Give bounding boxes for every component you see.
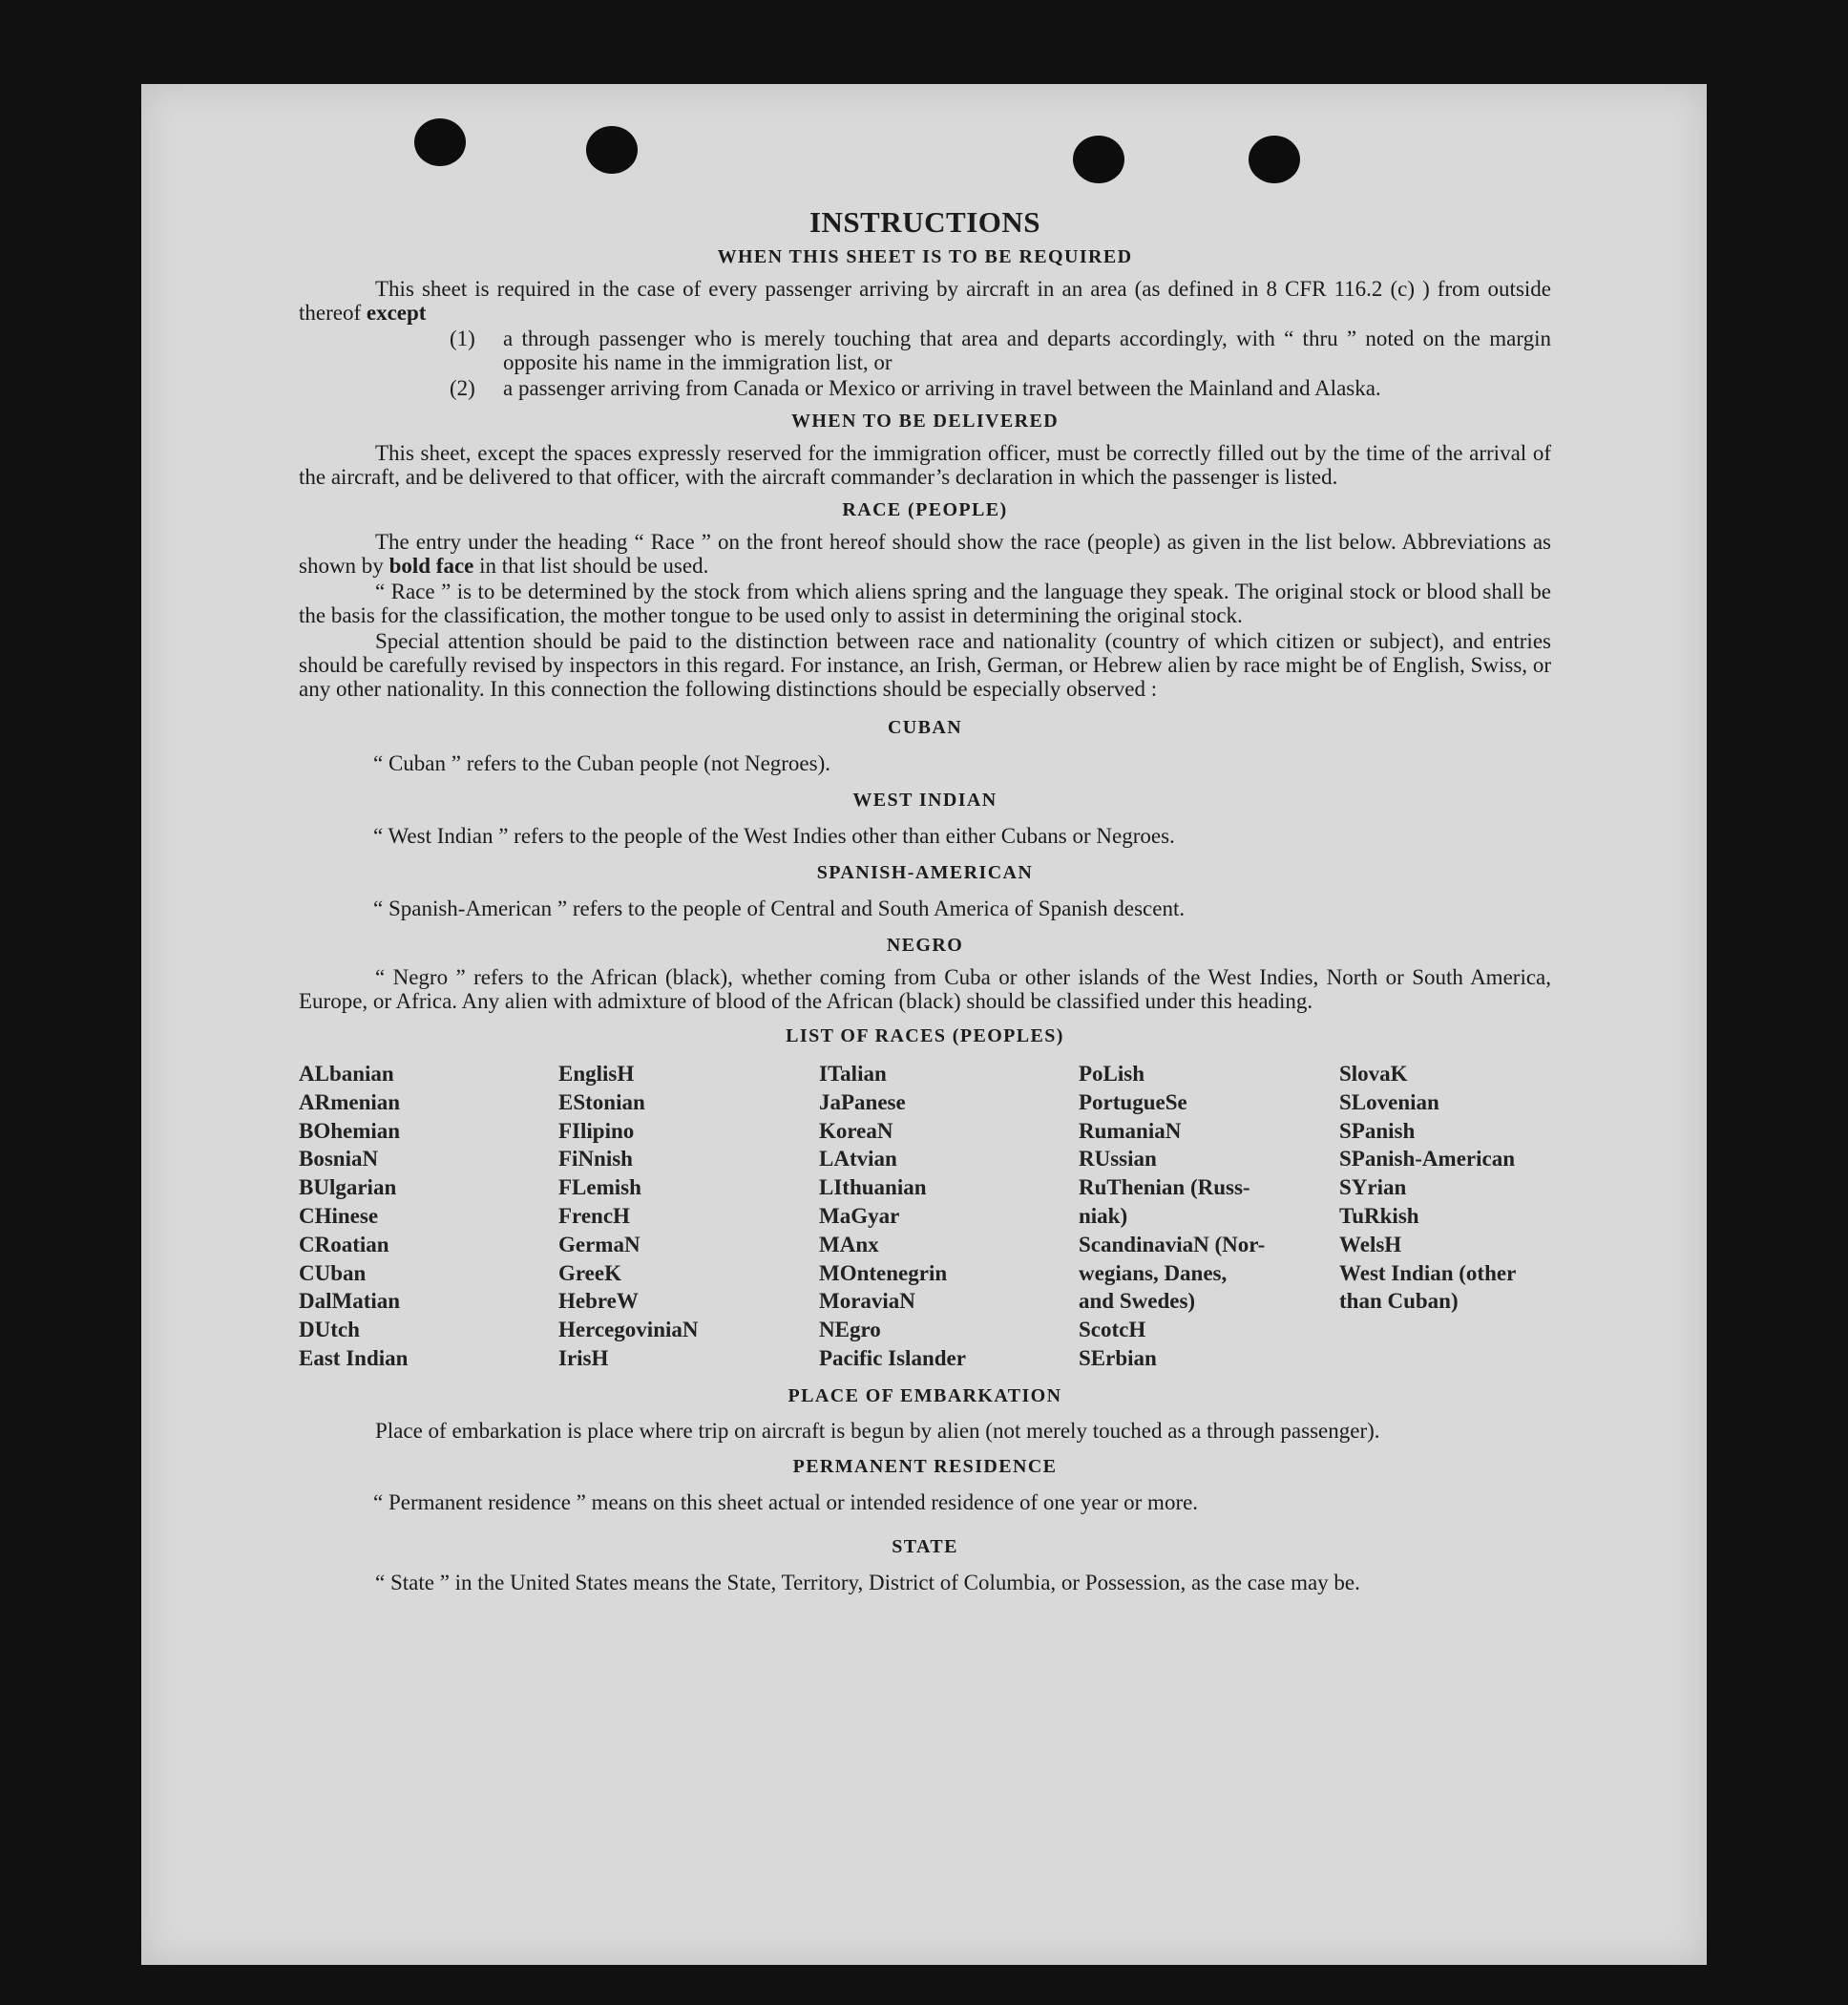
race-entry: FiNnish	[558, 1147, 633, 1171]
race-entry: than Cuban)	[1339, 1289, 1459, 1314]
section-heading: RACE (PEOPLE)	[842, 499, 1008, 520]
race-entry: HercegoviniaN	[558, 1318, 699, 1342]
race-entry: LIthuanian	[819, 1175, 927, 1200]
page-title: INSTRUCTIONS	[808, 205, 1040, 239]
punch-hole	[414, 118, 466, 166]
race-entry: KoreaN	[819, 1118, 893, 1143]
race-entry: RuThenian (Russ-	[1079, 1175, 1250, 1200]
race-entry: niak)	[1079, 1203, 1128, 1228]
paragraph: “ State ” in the United States means the State, Territory, District of Columbia, or Possession, as the case may be.	[375, 1570, 1360, 1594]
list-item	[299, 327, 1551, 374]
paragraph: This sheet, except the spaces expressly reserved for the immigration officer, must be correctly filled out by the time of the arrival of the aircraft, and be delivered to that officer, with the aircraft commander’s declaration in which the passenger is listed.	[299, 441, 1551, 489]
definition-text: “ Permanent residence ” means on this sheet actual or intended residence of one year or more.	[373, 1489, 1199, 1514]
race-entry: NEgro	[819, 1318, 881, 1342]
race-entry: CRoatian	[299, 1232, 389, 1256]
instructions-content	[299, 205, 1551, 1598]
definition-text: “ Spanish-American ” refers to the people of Central and South America of Spanish descent.	[373, 897, 1186, 920]
section-heading: STATE	[892, 1535, 958, 1557]
paragraph: “ Negro ” refers to the African (black), whether coming from Cuba or other islands of the West Indies, North or South America, Europe, or Africa. Any alien with admixture of blood of the African (black) should be classified under this heading.	[299, 965, 1551, 1013]
race-entry	[1339, 1316, 1551, 1344]
race-entry: TuRkish	[1339, 1203, 1419, 1228]
paragraph: Special attention should be paid to the distinction between race and nationality (country of which citizen or subject), and entries should be carefully revised by inspectors in this regard. For instance, an Irish, German, or Hebrew alien by race might be of English, Swiss, or any other nationality. In this connection the following distinctions should be especially observed :	[299, 629, 1551, 701]
paragraph-text: in that list should be used.	[479, 554, 709, 578]
race-entry: WelsH	[1339, 1232, 1402, 1256]
race-entry: SPanish	[1339, 1118, 1416, 1143]
race-entry: FrencH	[558, 1203, 630, 1228]
race-entry: DUtch	[299, 1318, 360, 1342]
race-entry: HebreW	[558, 1289, 639, 1314]
race-entry: CHinese	[299, 1203, 379, 1228]
section-heading: WEST INDIAN	[852, 790, 998, 811]
item-text: a passenger arriving from Canada or Mexico or arriving in travel between the Mainland and Alaska.	[503, 376, 1381, 400]
section-heading: NEGRO	[886, 935, 964, 956]
punch-hole	[1073, 136, 1124, 183]
races-list	[299, 1060, 1551, 1373]
race-entry: IrisH	[558, 1345, 609, 1370]
race-entry: FIlipino	[558, 1118, 635, 1143]
race-entry: ITalian	[819, 1062, 887, 1086]
race-entry: BosniaN	[299, 1147, 379, 1171]
race-entry: LAtvian	[819, 1147, 897, 1171]
section-heading: LIST OF RACES (PEOPLES)	[786, 1025, 1064, 1046]
race-entry: ARmenian	[299, 1089, 401, 1114]
race-entry: ScandinaviaN (Nor-	[1079, 1232, 1266, 1256]
paragraph: Place of embarkation is place where trip on aircraft is begun by alien (not merely touched as a through passenger).	[375, 1418, 1380, 1443]
section-heading: WHEN TO BE DELIVERED	[790, 411, 1060, 432]
list-item	[299, 376, 1551, 400]
race-entry: EStonian	[558, 1089, 645, 1114]
bold-term: except	[366, 301, 427, 325]
race-entry: SlovaK	[1339, 1062, 1408, 1086]
race-entry: MaGyar	[819, 1203, 900, 1228]
item-number: (2)	[450, 376, 475, 400]
race-entry: BOhemian	[299, 1118, 401, 1143]
race-entry: PortugueSe	[1079, 1089, 1187, 1114]
item-number: (1)	[450, 327, 475, 350]
race-entry: EnglisH	[558, 1062, 635, 1086]
punch-hole	[1249, 136, 1300, 183]
section-heading: PLACE OF EMBARKATION	[788, 1384, 1062, 1406]
section-heading: CUBAN	[887, 717, 963, 738]
race-entry: MoraviaN	[819, 1289, 915, 1314]
race-entry	[1339, 1344, 1551, 1373]
race-entry: East Indian	[299, 1345, 409, 1370]
section-heading: SPANISH-AMERICAN	[816, 862, 1034, 883]
race-entry: GermaN	[558, 1232, 640, 1256]
paragraph	[299, 277, 1551, 325]
definition-text: “ Cuban ” refers to the Cuban people (not Negroes).	[373, 751, 831, 775]
race-entry: SErbian	[1079, 1345, 1157, 1370]
race-entry: FLemish	[558, 1175, 641, 1200]
race-entry: MAnx	[819, 1232, 879, 1256]
race-entry: MOntenegrin	[819, 1260, 948, 1285]
race-entry: Pacific Islander	[819, 1345, 966, 1370]
item-text: a through passenger who is merely touching that area and departs accordingly, with “ thru ” noted on the margin opposite his name in the immigration list, or	[503, 327, 1551, 374]
race-entry: CUban	[299, 1260, 367, 1285]
race-entry: SYrian	[1339, 1175, 1407, 1200]
race-entry: RUssian	[1079, 1147, 1157, 1171]
document-sheet	[141, 84, 1707, 1965]
race-entry: GreeK	[558, 1260, 621, 1285]
race-entry: DalMatian	[299, 1289, 401, 1314]
paragraph: “ Race ” is to be determined by the stock from which aliens spring and the language they speak. The original stock or blood shall be the basis for the classification, the mother tongue to be used only to assist in determining the original stock.	[299, 580, 1551, 627]
section-heading: WHEN THIS SHEET IS TO BE REQUIRED	[717, 246, 1133, 267]
race-entry: ScotcH	[1079, 1318, 1146, 1342]
race-entry: West Indian (other	[1339, 1260, 1517, 1285]
race-entry: JaPanese	[819, 1089, 906, 1114]
race-entry: SPanish-American	[1339, 1147, 1515, 1171]
definition-text: “ West Indian ” refers to the people of the West Indies other than either Cubans or Negroes.	[373, 824, 1175, 848]
paragraph-text: The entry under the heading “ Race ” on the front hereof should show the race (people) as given in the list below. Abbreviations as shown by	[299, 530, 1551, 578]
punch-hole	[586, 126, 638, 174]
race-entry: SLovenian	[1339, 1089, 1439, 1114]
race-entry: and Swedes)	[1079, 1289, 1196, 1314]
race-entry: PoLish	[1079, 1062, 1145, 1086]
section-heading: PERMANENT RESIDENCE	[792, 1455, 1058, 1477]
race-entry: wegians, Danes,	[1079, 1260, 1228, 1285]
paragraph	[299, 530, 1551, 578]
race-entry: RumaniaN	[1079, 1118, 1182, 1143]
bold-term: bold face	[388, 554, 474, 578]
race-entry: BUlgarian	[299, 1175, 397, 1200]
paragraph-text: This sheet is required in the case of every passenger arriving by aircraft in an area (as defined in 8 CFR 116.2 (c) ) from outside thereof	[299, 277, 1551, 325]
race-entry: ALbanian	[299, 1062, 394, 1086]
